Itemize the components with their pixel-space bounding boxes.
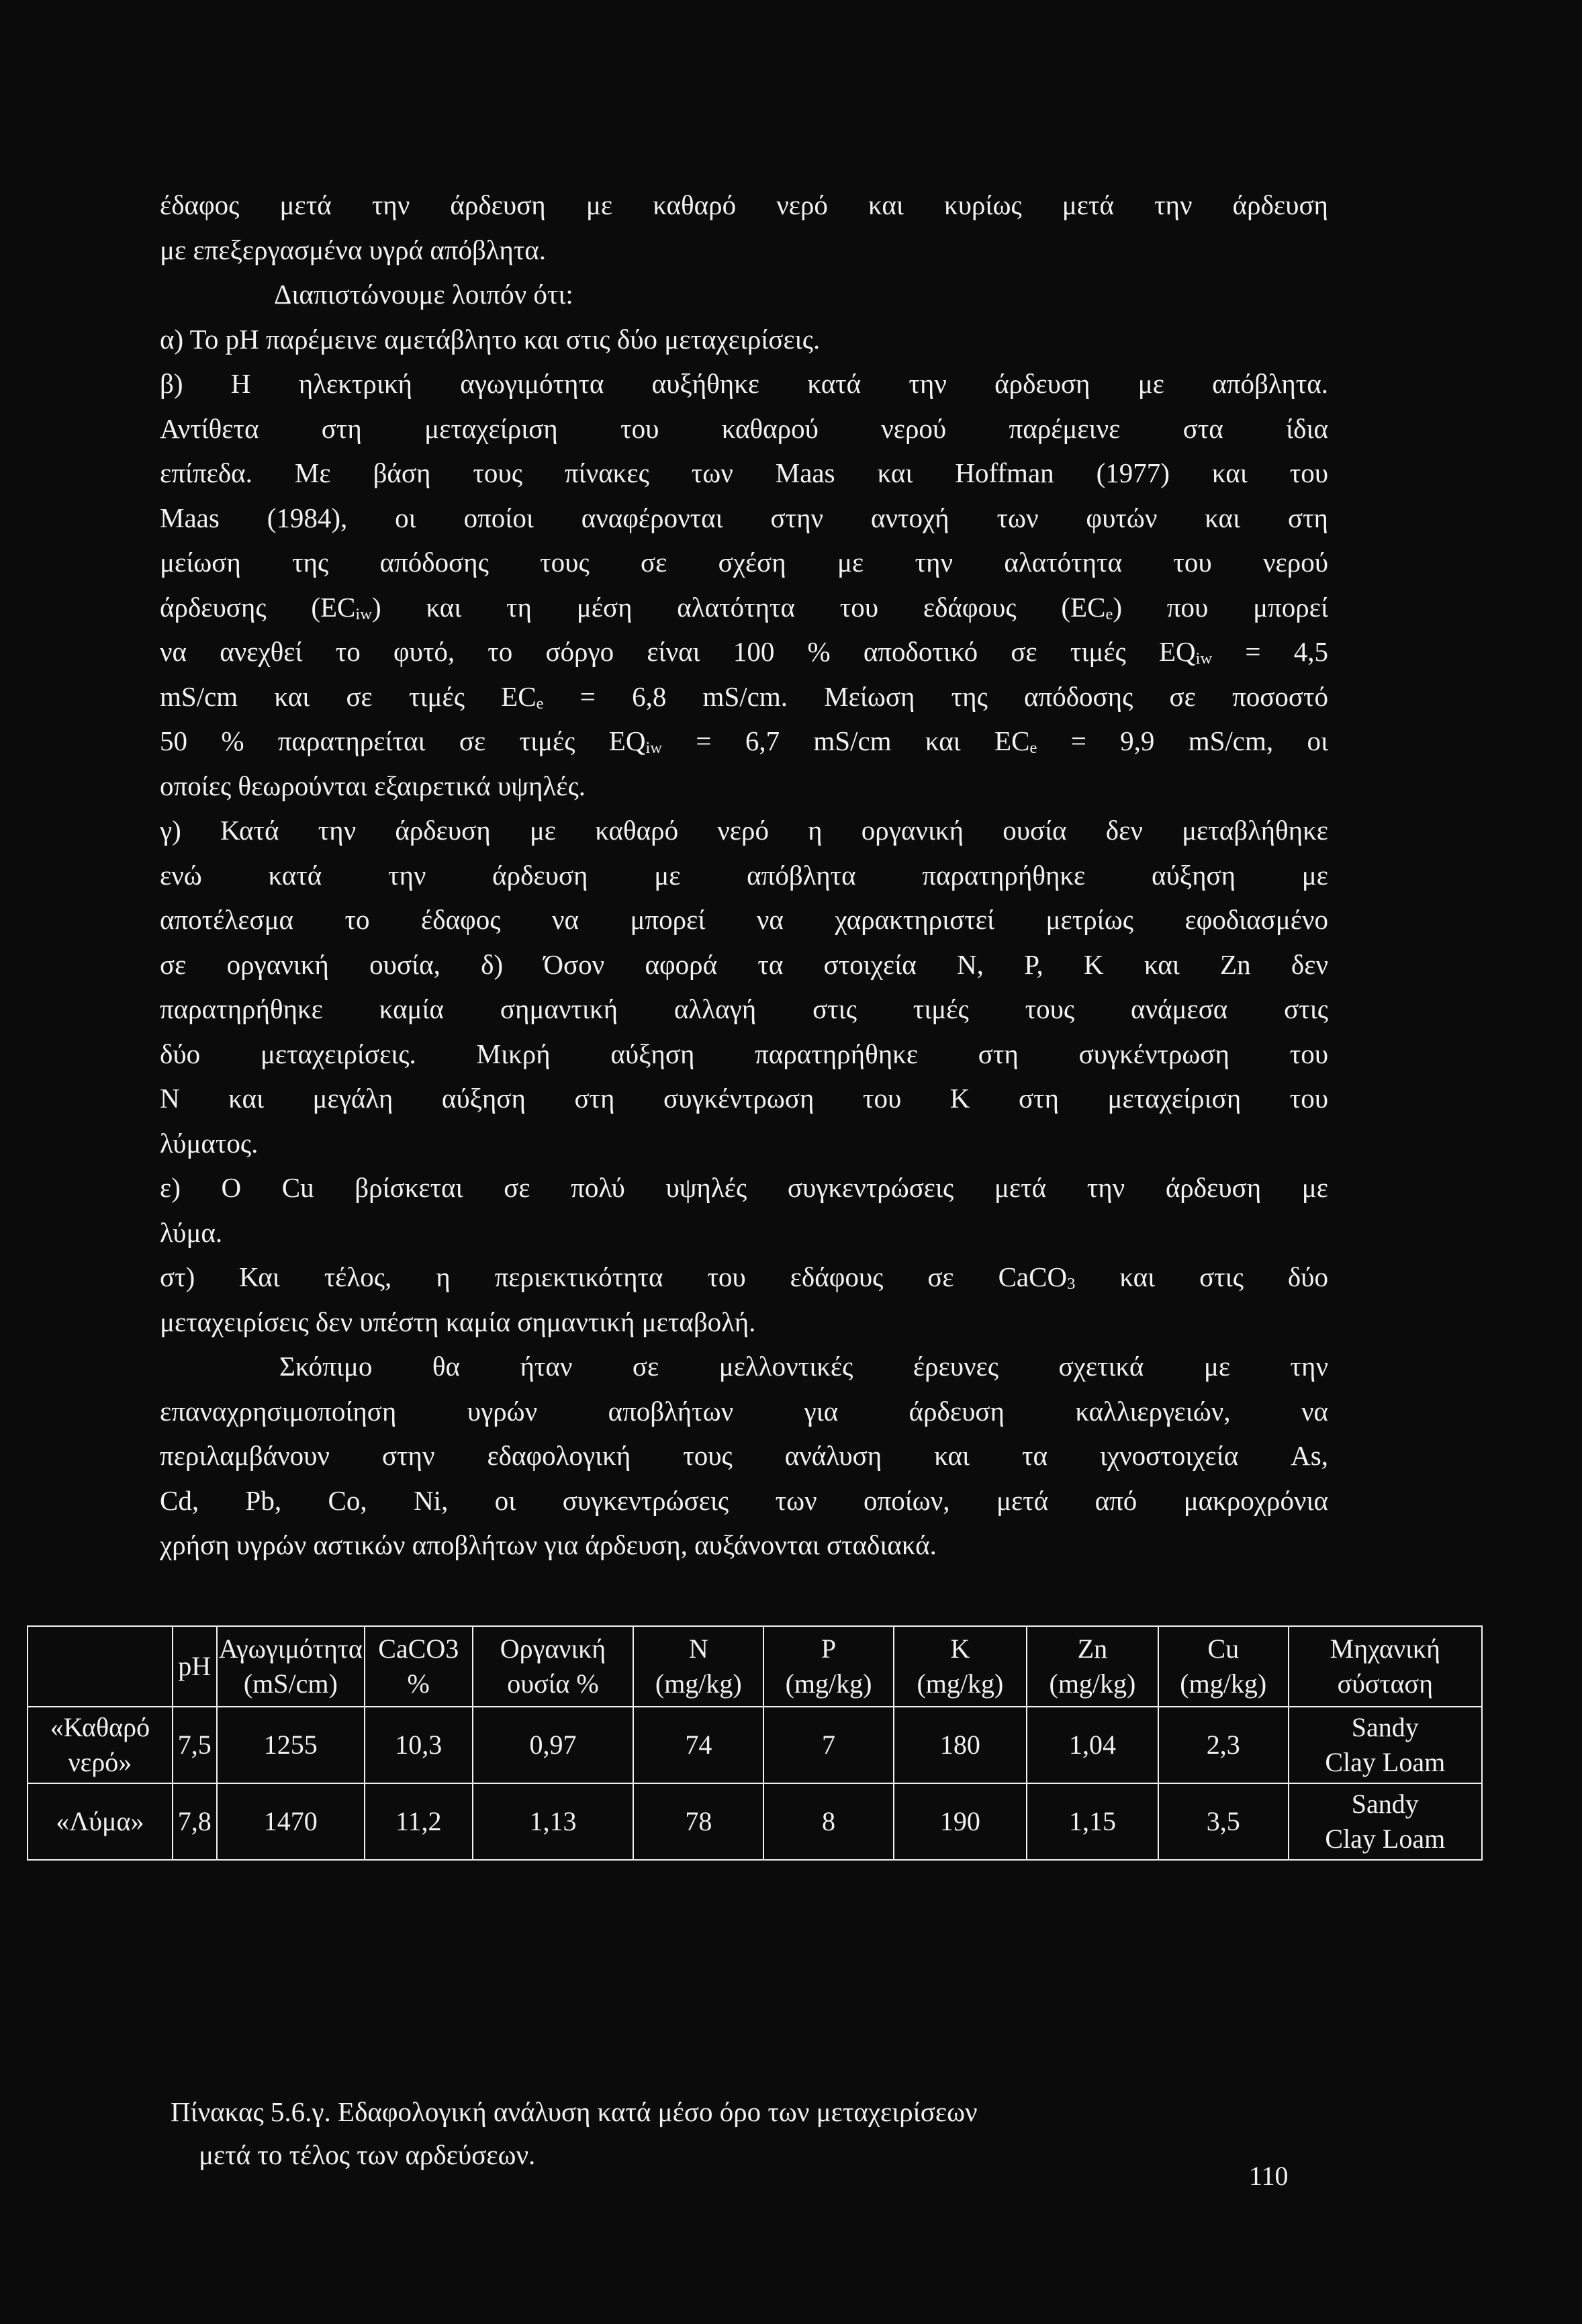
- table-row: [28, 1707, 1482, 1783]
- cell-k: 180: [894, 1707, 1027, 1783]
- text-line: σε οργανική ουσία, δ) Όσον αφορά τα στοιχεία N, P, K και Zn δεν: [160, 948, 1328, 980]
- text-line: επίπεδα. Με βάση τους πίνακες των Maas και Hoffman (1977) και του: [160, 457, 1328, 488]
- header-k: K (mg/kg): [894, 1626, 1027, 1707]
- cell-organic: 1,13: [473, 1783, 634, 1860]
- cell-ph: 7,5: [173, 1707, 217, 1783]
- text-line: αποτέλεσμα το έδαφος να μπορεί να χαρακτηριστεί μετρίως εφοδιασμένο: [160, 904, 1328, 935]
- row-label: «Καθαρό νερό»: [28, 1707, 173, 1783]
- cell-conductivity: 1255: [217, 1707, 365, 1783]
- text-line: ενώ κατά την άρδευση με απόβλητα παρατηρήθηκε αύξηση με: [160, 859, 1328, 891]
- caption-line: μετά το τέλος των αρδεύσεων.: [199, 2139, 536, 2170]
- text-line: Cd, Pb, Co, Ni, οι συγκεντρώσεις των οποίων, μετά από μακροχρόνια: [160, 1484, 1328, 1516]
- text-line: οποίες θεωρούνται εξαιρετικά υψηλές.: [160, 770, 586, 801]
- cell-p: 7: [763, 1707, 894, 1783]
- cell-cu: 3,5: [1158, 1783, 1289, 1860]
- cell-texture: Sandy Clay Loam: [1289, 1783, 1482, 1860]
- header-n: N (mg/kg): [633, 1626, 763, 1707]
- text-line: γ) Κατά την άρδευση με καθαρό νερό η οργανική ουσία δεν μεταβλήθηκε: [160, 815, 1328, 846]
- text-line: μεταχειρίσεις δεν υπέστη καμία σημαντική μεταβολή.: [160, 1306, 756, 1337]
- caption-line: Πίνακας 5.6.γ. Εδαφολογική ανάλυση κατά μέσο όρο των μεταχειρίσεων: [171, 2096, 978, 2127]
- soil-analysis-table: [27, 1625, 1483, 1861]
- text-line: Σκόπιμο θα ήταν σε μελλοντικές έρευνες σχετικά με την: [279, 1351, 1328, 1382]
- cell-conductivity: 1470: [217, 1783, 365, 1860]
- text-line: 50 % παρατηρείται σε τιμές $EQ_{iw} = 6,7$ mS/cm και $EC_e = 9,9$ mS/cm, οι: [160, 725, 1328, 757]
- header-empty-cell: [28, 1626, 173, 1707]
- cell-zn: 1,15: [1027, 1783, 1158, 1860]
- header-cu: Cu (mg/kg): [1158, 1626, 1289, 1707]
- header-texture: Μηχανική σύσταση: [1289, 1626, 1482, 1707]
- text-line: άρδευσης $(EC_{iw})$ και τη μέση αλατότητα του εδάφους $(EC_e)$ που μπορεί: [160, 591, 1328, 623]
- text-line: Αντίθετα στη μεταχείριση του καθαρού νερού παρέμεινε στα ίδια: [160, 412, 1328, 444]
- table-header-row: [28, 1626, 1482, 1707]
- cell-organic: 0,97: [473, 1707, 634, 1783]
- text-line: μείωση της απόδοσης τους σε σχέση με την αλατότητα του νερού: [160, 547, 1328, 578]
- text-line: δύο μεταχειρίσεις. Μικρή αύξηση παρατηρήθηκε στη συγκέντρωση του: [160, 1038, 1328, 1069]
- text-line: χρήση υγρών αστικών αποβλήτων για άρδευση, αυξάνονται σταδιακά.: [160, 1529, 937, 1560]
- cell-caco3: 10,3: [365, 1707, 473, 1783]
- header-ph: pH: [173, 1626, 217, 1707]
- text-line: β) Η ηλεκτρική αγωγιμότητα αυξήθηκε κατά την άρδευση με απόβλητα.: [160, 368, 1328, 399]
- text-line: με επεξεργασμένα υγρά απόβλητα.: [160, 234, 547, 265]
- cell-n: 74: [633, 1707, 763, 1783]
- text-line: λύματος.: [160, 1127, 259, 1159]
- text-line: Maas (1984), οι οποίοι αναφέρονται στην αντοχή των φυτών και στη: [160, 502, 1328, 533]
- text-line: ε) Ο Cu βρίσκεται σε πολύ υψηλές συγκεντρώσεις μετά την άρδευση με: [160, 1172, 1328, 1203]
- text-line: στ) Και τέλος, η περιεκτικότητα του εδάφους σε CaCO$_3$ και στις δύο: [160, 1261, 1328, 1293]
- cell-ph: 7,8: [173, 1783, 217, 1860]
- text-line: Διαπιστώνουμε λοιπόν ότι:: [274, 279, 573, 310]
- header-organic-matter: Οργανική ουσία %: [473, 1626, 634, 1707]
- cell-p: 8: [763, 1783, 894, 1860]
- text-line: mS/cm και σε τιμές $EC_e = 6,8$ mS/cm. Μείωση της απόδοσης σε ποσοστό: [160, 680, 1328, 713]
- text-line: παρατηρήθηκε καμία σημαντική αλλαγή στις τιμές τους ανάμεσα στις: [160, 993, 1328, 1024]
- header-conductivity: Αγωγιμότητα (mS/cm): [217, 1626, 365, 1707]
- header-p: P (mg/kg): [763, 1626, 894, 1707]
- table-row: [28, 1783, 1482, 1860]
- text-line: N και μεγάλη αύξηση στη συγκέντρωση του K στη μεταχείριση του: [160, 1083, 1328, 1114]
- cell-caco3: 11,2: [365, 1783, 473, 1860]
- body-text: [160, 183, 1328, 1568]
- table-caption: [171, 2090, 978, 2176]
- page-number: 110: [1249, 2161, 1289, 2191]
- text-line: λύμα.: [160, 1216, 223, 1248]
- cell-n: 78: [633, 1783, 763, 1860]
- text-line: α) Το pH παρέμεινε αμετάβλητο και στις δύο μεταχειρίσεις.: [160, 323, 821, 355]
- header-caco3: CaCO3 %: [365, 1626, 473, 1707]
- text-line: έδαφος μετά την άρδευση με καθαρό νερό και κυρίως μετά την άρδευση: [160, 189, 1328, 220]
- cell-zn: 1,04: [1027, 1707, 1158, 1783]
- text-line: επαναχρησιμοποίηση υγρών αποβλήτων για άρδευση καλλιεργειών, να: [160, 1395, 1328, 1427]
- cell-cu: 2,3: [1158, 1707, 1289, 1783]
- text-line: να ανεχθεί το φυτό, το σόργο είναι 100 % αποδοτικό σε τιμές $EQ_{iw} = 4,5$: [160, 636, 1328, 668]
- cell-texture: Sandy Clay Loam: [1289, 1707, 1482, 1783]
- row-label: «Λύμα»: [28, 1783, 173, 1860]
- cell-k: 190: [894, 1783, 1027, 1860]
- text-line: περιλαμβάνουν στην εδαφολογική τους ανάλυση και τα ιχνοστοιχεία As,: [160, 1440, 1328, 1471]
- header-zn: Zn (mg/kg): [1027, 1626, 1158, 1707]
